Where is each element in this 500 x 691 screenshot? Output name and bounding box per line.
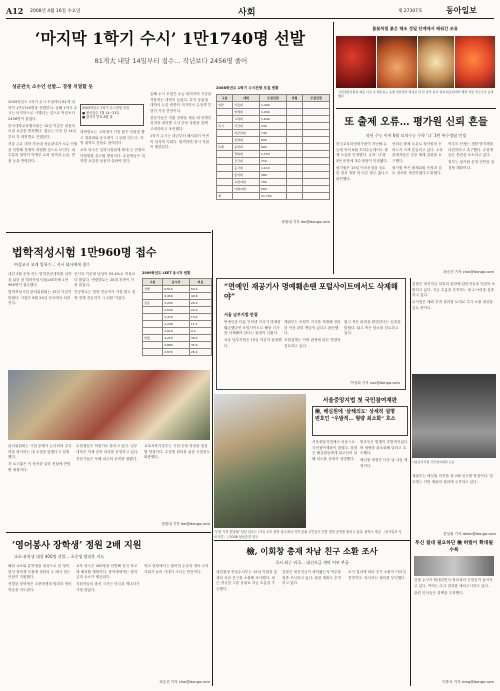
table-row — [143, 307, 212, 314]
table-cell: 3,200 — [163, 300, 190, 307]
table-cell — [303, 123, 330, 130]
table-cell: 홍익대 — [233, 172, 260, 179]
lead-subtitle: 81개大 내달 14일부터 접수… 작년보다 2456명 줄어 — [94, 57, 248, 65]
table-row — [217, 102, 330, 109]
masthead-date: 2008년 4월 16일 수요일 — [30, 9, 81, 14]
bottom-body-col3: 조사 결과에 따라 추가 소환이 이어질 전망이다. 당사자는 혐의를 부인했다. — [348, 570, 406, 580]
table-cell — [143, 342, 163, 349]
right-col-head: 투신 절대 필요하단 檢 허벌이 확대될수록 — [414, 540, 494, 553]
masthead-rule — [6, 18, 494, 19]
lead-byline: 정원대 기자 lee@donga.com — [281, 220, 330, 224]
table-cell: 서울대 — [233, 102, 260, 109]
table-cell: 연령 — [143, 335, 163, 342]
table-cell — [217, 172, 233, 179]
col-rule-1 — [212, 230, 213, 686]
portal-subtitle: 서울 남부지법 판결 — [224, 312, 258, 317]
table-cell — [303, 158, 330, 165]
kw-body-col3: 학부모 단체는 재발 방지책을 마련하라고 촉구했다. 수험생들은 혼란을 호소하고 있다. 정부는 평가원 운영 전반을 점검할 계획이다. — [448, 142, 495, 170]
table-cell: 2,870 — [163, 349, 190, 356]
lead-body-col2: 대학별로는 고려대가 가장 많은 인원을 뽑고 경희대와 동국대가 그 뒤를 잇는다. 지역 대학도 상당수 참여한다. 교육 당국은 입학사정관제 확대 등 전형의 다양화를 유도할 방침이다. 수험생들은 대학별 요강을 꼼꼼히 살펴야 한다. — [80, 130, 145, 164]
table-cell — [303, 130, 330, 137]
table-row — [143, 349, 212, 356]
table-cell: 계 — [217, 193, 233, 200]
table-cell — [286, 179, 302, 186]
table-cell: 40.6 — [189, 293, 211, 300]
bottom-title: 檢, 이회창 총재 차남 친구 소환 조사 — [246, 546, 378, 556]
vol-rule-top — [6, 532, 211, 533]
table-row — [143, 293, 212, 300]
lead-table — [216, 94, 330, 200]
issue-number: 제 27307호 — [398, 9, 423, 14]
table-cell — [286, 158, 302, 165]
mid-photo — [8, 370, 210, 440]
lead-sub-heading: 성균관大 소수인 선발… 경쟁 치열할 듯 — [12, 85, 93, 90]
seoul-title: 서울중앙지법 첫 국민참여재판 — [322, 398, 398, 404]
table-row — [143, 342, 212, 349]
seoul-box — [312, 406, 408, 436]
vol-subtitle: 교포·유학생 대상 400명 선발… 초중생 방과후 지도 — [14, 554, 105, 559]
right-col-byline: 이종석 기자 wing@donga.com — [442, 680, 494, 684]
exam-byline: 정원대 기자 lee@donga.com — [161, 522, 210, 526]
court-photo — [412, 374, 496, 458]
table-row — [217, 144, 330, 151]
table-cell: 성균관대 — [233, 130, 260, 137]
table-cell: 특별 — [217, 144, 233, 151]
portal-byline: 이성희 기자 sun@donga.com — [350, 381, 400, 385]
seoul-body-col3: 재판부는 배심원 의견을 참고해 선고할 방침이다. 법조계는 이번 재판의 결과에 주목하고 있다. — [412, 474, 493, 484]
table-row — [217, 151, 330, 158]
table-cell — [143, 293, 163, 300]
table-cell: 340 — [260, 123, 287, 130]
vol-byline: 최승진 기자 choi@donga.com — [159, 680, 210, 684]
table_lead-header-cell: 전형 — [286, 95, 302, 102]
kw-byline: 최승진 기자 choi@donga.com — [443, 270, 494, 274]
table-cell: 1,150 — [260, 151, 287, 158]
table-cell: 26.2 — [189, 349, 211, 356]
table-cell — [303, 102, 330, 109]
table-cell: 숙명여대 — [233, 179, 260, 186]
lead-body-col3: 올해 수시 모집은 수능 최저학력 기준을 적용하는 대학이 늘었다. 특히 상위권 대학의 논술 비중이 커지면서 수험생 부담이 커질 전망이다. 전문가들은 지원 전략을 세울 때 학생부 성적과 대학별 고사 준비 상황을 함께 고려하라고 조언했다. 1학기 수시는 내년부터 폐지되어 이번이 마지막 기회다. 합격하면 정시 지원이 제한된다. — [150, 92, 212, 150]
bottom-rule-top — [214, 540, 410, 541]
table-cell — [217, 130, 233, 137]
algae-photo-4 — [455, 36, 495, 88]
seoul-body-col2: 변호인은 범행이 우발적이었다며 형량을 최소화해 달라고 호소했다. 배심원 평결은 다음 날 나올 예정이다. — [360, 440, 408, 468]
lead-table-title: 2008학년도 1학기 수시전형 모집 현황 — [216, 86, 279, 90]
right-col-upper: 검찰은 대선자금 의혹과 관련해 관련자들을 잇달아 소환하고 있다. 자금 흐름을 추적하는 데 수사력을 집중하고 있다. 수사팀은 계좌 추적 결과를 토대로 추가 소환 대상을 검토 중이다. — [412, 282, 496, 310]
section-name: 사회 — [238, 8, 256, 18]
table-cell — [143, 349, 163, 356]
right-col-body: 검찰 수사가 확대되면서 정치권의 긴장감이 높아지고 있다. 여야는 수사 결과를 예의주시하고 있다. 관련 인사들은 결백을 주장했다. — [414, 578, 493, 595]
table-cell: 380 — [260, 172, 287, 179]
table-cell — [143, 314, 163, 321]
table-cell: 1,470 — [163, 314, 190, 321]
table-cell: 35.4 — [189, 342, 211, 349]
mid-photo-2 — [214, 394, 306, 528]
table-cell: 4,450 — [163, 293, 190, 300]
table-cell: 이화여대 — [233, 186, 260, 193]
table-row — [217, 116, 330, 123]
table-cell: 600 — [260, 186, 287, 193]
table-cell: 4,210 — [163, 335, 190, 342]
table-row — [143, 300, 212, 307]
table-cell: 1,010 — [163, 328, 190, 335]
mid-photo-caption: ‘부왕 기적 한남패’ 성남 뒤로는 17일 오후 충북 청주에서 지역 관광 주민들이 전통 재현 공연을 펼치고 있다. 충북도 제공 〈동아일보 자료사진〉 / 2008 성남중앙 한국 — [214, 530, 402, 539]
table-cell: 11,740 — [260, 193, 287, 200]
table-cell — [217, 116, 233, 123]
table_lead-header-cell: 대학 — [233, 95, 260, 102]
table-cell — [303, 144, 330, 151]
table-cell: 경희대 — [233, 151, 260, 158]
table-cell — [303, 151, 330, 158]
table-cell — [286, 144, 302, 151]
table-row — [217, 137, 330, 144]
table-cell: 710 — [260, 158, 287, 165]
exam-subtitle: 여성교시 교재 입학수… 지시 회사에게 접수 — [14, 262, 91, 267]
masthead — [0, 0, 500, 20]
table-row — [217, 179, 330, 186]
table-cell: 특기 — [217, 123, 233, 130]
col-rule-2 — [333, 22, 334, 274]
table-cell — [217, 109, 233, 116]
lead-infobox: 2009학년도 1학기 수시전형 일정 ■ 원서접수 7월 14~23일 ■ 합격자 발표 8월 말 — [80, 104, 144, 126]
exam-table-title: 2009학년도 LEET 응시자 현황 — [142, 271, 191, 275]
kw-subtitle: 작년 수능 이어 6월 모의수능 수학 ‘나’ 3번 복수정답 인정 — [365, 133, 467, 138]
lead-title: ‘마지막 1학기 수시’ 1만1740명 선발 — [34, 29, 306, 48]
table-cell: 고려대 — [233, 116, 260, 123]
table_lead-header-cell: 구분 — [217, 95, 233, 102]
table-cell — [303, 165, 330, 172]
table-cell — [286, 193, 302, 200]
table-cell — [217, 165, 233, 172]
table-cell: 성별 — [143, 286, 163, 293]
table-row — [143, 321, 212, 328]
portal-body-col2: 재판부는 포털이 기사를 게재해 전파한 이상 관리 책임이 있다고 판단했다. 포털업계는 이번 판결에 따른 영향을 검토하고 있다. — [284, 320, 341, 348]
table-cell — [286, 165, 302, 172]
table-row — [143, 314, 212, 321]
exam-body-col4: 수험생들은 학원가로 몰리고 있다. 일부 대학은 자체 준비 과정을 운영하고 있다. 전문가들은 독해 위주의 준비를 권했다. — [76, 444, 139, 461]
vol-body-col1: 해외 교포와 유학생을 대상으로 한 영어봉사 장학생 모집에 정원의 두 배가 넘는 인원이 지원했다. 선발된 장학생은 초중학생의 방과후 영어 학습을 지도한다. — [8, 564, 72, 592]
table-cell: 800 — [260, 144, 287, 151]
seoul-box-title: 檢, 배심원에 ‘살해의도’ 상세히 설명 — [315, 409, 395, 415]
table-cell — [143, 328, 163, 335]
kw-title: 또 출제 오류… 평가원 신뢰 흔들 — [344, 117, 488, 128]
table-cell — [303, 193, 330, 200]
table-cell: 59.4 — [189, 286, 211, 293]
table-cell: 13.4 — [189, 314, 211, 321]
table-cell — [217, 179, 233, 186]
table-cell — [303, 186, 330, 193]
bottom-subtitle: 국시 최근 귀국… 대선자금 세탁 여부 추궁 — [275, 560, 349, 565]
table-cell: 9.2 — [189, 328, 211, 335]
table-row — [143, 335, 212, 342]
table-cell — [286, 109, 302, 116]
table-cell: 700 — [260, 179, 287, 186]
table_exam-header-cell: 구분 — [143, 279, 163, 286]
table-cell — [303, 179, 330, 186]
table-row — [143, 328, 212, 335]
algae-photo-3 — [418, 36, 454, 88]
table-row — [217, 158, 330, 165]
table-cell: 24.0 — [189, 307, 211, 314]
table-cell — [286, 102, 302, 109]
table-cell — [217, 158, 233, 165]
table_exam-header-cell: 비율 — [189, 279, 211, 286]
exam-table — [142, 278, 212, 356]
table-cell: 중앙대 — [233, 144, 260, 151]
table_lead-header-cell: 모집인원 — [260, 95, 287, 102]
table-cell — [286, 172, 302, 179]
table-cell — [303, 172, 330, 179]
table-row — [217, 172, 330, 179]
vol-body-col3: 학교 현장에서는 원어민 수준의 영어 교육 기회가 늘어 기대가 크다는 반응이다. — [144, 564, 209, 574]
exam-body-col2: 응시자 가운데 남성이 59.4%로 여성보다 많았다. 연령별로는 20대 후반이 가장 많았다. 전공별로는 법학 전공자가 가장 많고 경영·경제 전공자가 그 뒤를 이었다. — [74, 272, 136, 300]
table-cell — [286, 123, 302, 130]
exam-rule-top — [6, 232, 211, 233]
table-cell — [143, 321, 163, 328]
table-cell — [217, 151, 233, 158]
table-cell — [143, 307, 163, 314]
bottom-body-col1: 대검찰청 중앙수사부는 15일 이회창 총재의 차남 친구를 소환해 조사했다. 최근 귀국한 그를 상대로 자금 흐름을 추궁했다. — [216, 570, 278, 591]
paper-logo: 동아일보 — [446, 5, 477, 15]
table-cell — [286, 116, 302, 123]
table-cell: 1,240 — [163, 321, 190, 328]
table-cell — [217, 137, 233, 144]
portal-body-col1: 연예인을 다룬 인터넷 기사가 명예를 훼손했다면 포털사이트도 해당 기사를 삭제해야 한다는 판결이 나왔다. 서울 남부지법은 15일 이같이 판결했다. — [224, 320, 282, 348]
table-cell: 일반 — [217, 102, 233, 109]
kw-body-col2: 잇따른 출제 오류로 평가원의 신뢰도가 크게 흔들리고 있다. 교육 관계자들은 검증 체계 강화를 요구했다. 평가원 측은 출제위원 선정과 검토 절차를 개선하겠다고 밝혔다. — [392, 142, 443, 176]
table-cell — [217, 186, 233, 193]
vol-title: ‘영어봉사 장학생’ 정원 2배 지원 — [12, 541, 142, 551]
algae-photo-2 — [377, 36, 417, 88]
vol-body-col2: 교육 당국은 400명을 선발해 전국 학교에 배치할 계획이다. 장학생에게는 장학금과 숙소가 제공된다. 지원자들의 출신 국가는 미국과 캐나다가 가장 많았다. — [76, 564, 140, 592]
table-row — [217, 186, 330, 193]
kw-rule-top — [336, 108, 496, 109]
table-cell: 6,510 — [163, 286, 190, 293]
portal-body-col3: 원고 측은 판결을 환영한다는 입장을 밝혔다. 피고 측은 항소를 검토하고 있다. — [344, 320, 401, 336]
exam-title: 법학적성시험 1만960명 접수 — [12, 246, 157, 259]
table-cell: 전공 — [143, 300, 163, 307]
table-cell — [286, 186, 302, 193]
table-cell — [303, 109, 330, 116]
seoul-box-sub: 변호인 “우발적… 형량 최소화” 호소 — [315, 416, 396, 422]
table-cell: 건국대 — [233, 158, 260, 165]
lead-body-col1: 2009학년도 1학기 수시 모집에서 81개 대학이 1만1740명을 선발한다. 올해 1학기 수시는 마지막으로 시행되는 것으로 작년보다 2456명이 줄었다. 한국대학교육협의회는 15일 이같은 내용의 모집 요강을 발표했다. 접수는 다음 달 14일부터 각 대학별로 진행된다. 서울 주요 대학 가운데 성균관대가 소수 인원을 선발해 경쟁이 치열할 것으로 보인다. 대부분의 대학이 학생부 교과 성적과 논술, 면접 등을 반영한다. — [8, 100, 78, 163]
table-cell — [233, 193, 260, 200]
seoul-body-col1: 서울중앙지법에서 처음으로 국민참여재판이 열렸다. 검찰은 배심원들에게 피고인의 살해 의도를 상세히 설명했다. — [312, 440, 358, 461]
seoul-byline: 전성철 기자 dawn@donga.com — [443, 532, 496, 536]
algae-caption: 국립생물자원관 제공 사진 속 해조류는 동해 연안에서 채집된 뒤 한 장씩 분석 결과 대공원에서 해양 식물 연구소가 공개했다. — [338, 90, 494, 99]
table-cell: 11.3 — [189, 321, 211, 328]
table-row — [217, 193, 330, 200]
table_exam-header-cell: 응시자 — [163, 279, 190, 286]
col-rule-3 — [410, 278, 411, 686]
table-cell: 동국대 — [233, 165, 260, 172]
table-cell: 3,880 — [163, 342, 190, 349]
algae-photo-1 — [336, 36, 376, 88]
table-cell: 1,400 — [260, 102, 287, 109]
table-cell: 1,640 — [260, 116, 287, 123]
algae-caption-title: 불꽃처럼 붉은 해조 정밀 단계에서 배워간 조류 — [372, 26, 458, 31]
page-number: A12 — [6, 6, 24, 16]
exam-body-col3: 관리위원회는 시험 문제가 논리력과 추리력을 평가하는 데 초점을 맞췄다고 설명했다. 각 로스쿨은 이 성적을 입학 전형에 반영할 예정이다. — [8, 444, 72, 472]
table-cell: 1,110 — [260, 165, 287, 172]
table-cell — [286, 151, 302, 158]
table-cell: 한양대 — [233, 137, 260, 144]
table-cell — [286, 137, 302, 144]
table-row — [217, 165, 330, 172]
table-cell — [303, 137, 330, 144]
portal-title: “연예인 재공기사 명예훼손땐 포털사이트에서도 삭제해야” — [224, 282, 398, 301]
kw-body-col1: 한국교육과정평가원이 지난해 수능에 이어 6월 모의수능에서도 출제 오류를 인정했다. 수학 ‘나’형 3번 문항에 복수정답이 인정됐다. 평가원은 15일 이의신청을 검토한 결과 정답 외 다른 답도 옳다고 판단했다. — [336, 142, 388, 182]
exam-body-col5: 교육과학기술부는 시험 운영 과정을 점검할 방침이다. 수험생 편의를 위한 시험장도 확충했다. — [144, 444, 210, 460]
table-cell — [286, 130, 302, 137]
table-row — [217, 123, 330, 130]
bottom-body-col2: 검찰은 대선자금이 세탁됐는지 여부를 집중 조사하고 있다. 관련 계좌도 추적하고 있다. — [282, 570, 341, 586]
table-cell: 38.4 — [189, 335, 211, 342]
table-cell: 740 — [260, 130, 287, 137]
table-row — [143, 286, 212, 293]
exam-body-col1: 내년 3월 문을 여는 법학전문대학원 입학을 위한 첫 법학적성시험(LEET)에 1만960명이 접수했다. 법학적성시험 관리위원회는 15일 이같이 밝혔다. 시험은 8월 24일 전국에서 치러진다. — [8, 272, 72, 306]
right-col-photo — [414, 556, 494, 576]
table_lead-header-cell: 모집인원 — [303, 95, 330, 102]
table-cell: 서강대 — [233, 123, 260, 130]
table-cell: 1,000 — [260, 109, 287, 116]
court-photo-caption: 서울중앙지법 국민참여재판 모습 — [412, 460, 455, 464]
table-cell: 500 — [260, 137, 287, 144]
table-cell: 29.2 — [189, 300, 211, 307]
table-cell — [303, 116, 330, 123]
table-row — [217, 109, 330, 116]
table-cell: 연세대 — [233, 109, 260, 116]
table-cell: 2,630 — [163, 307, 190, 314]
table-row — [217, 130, 330, 137]
